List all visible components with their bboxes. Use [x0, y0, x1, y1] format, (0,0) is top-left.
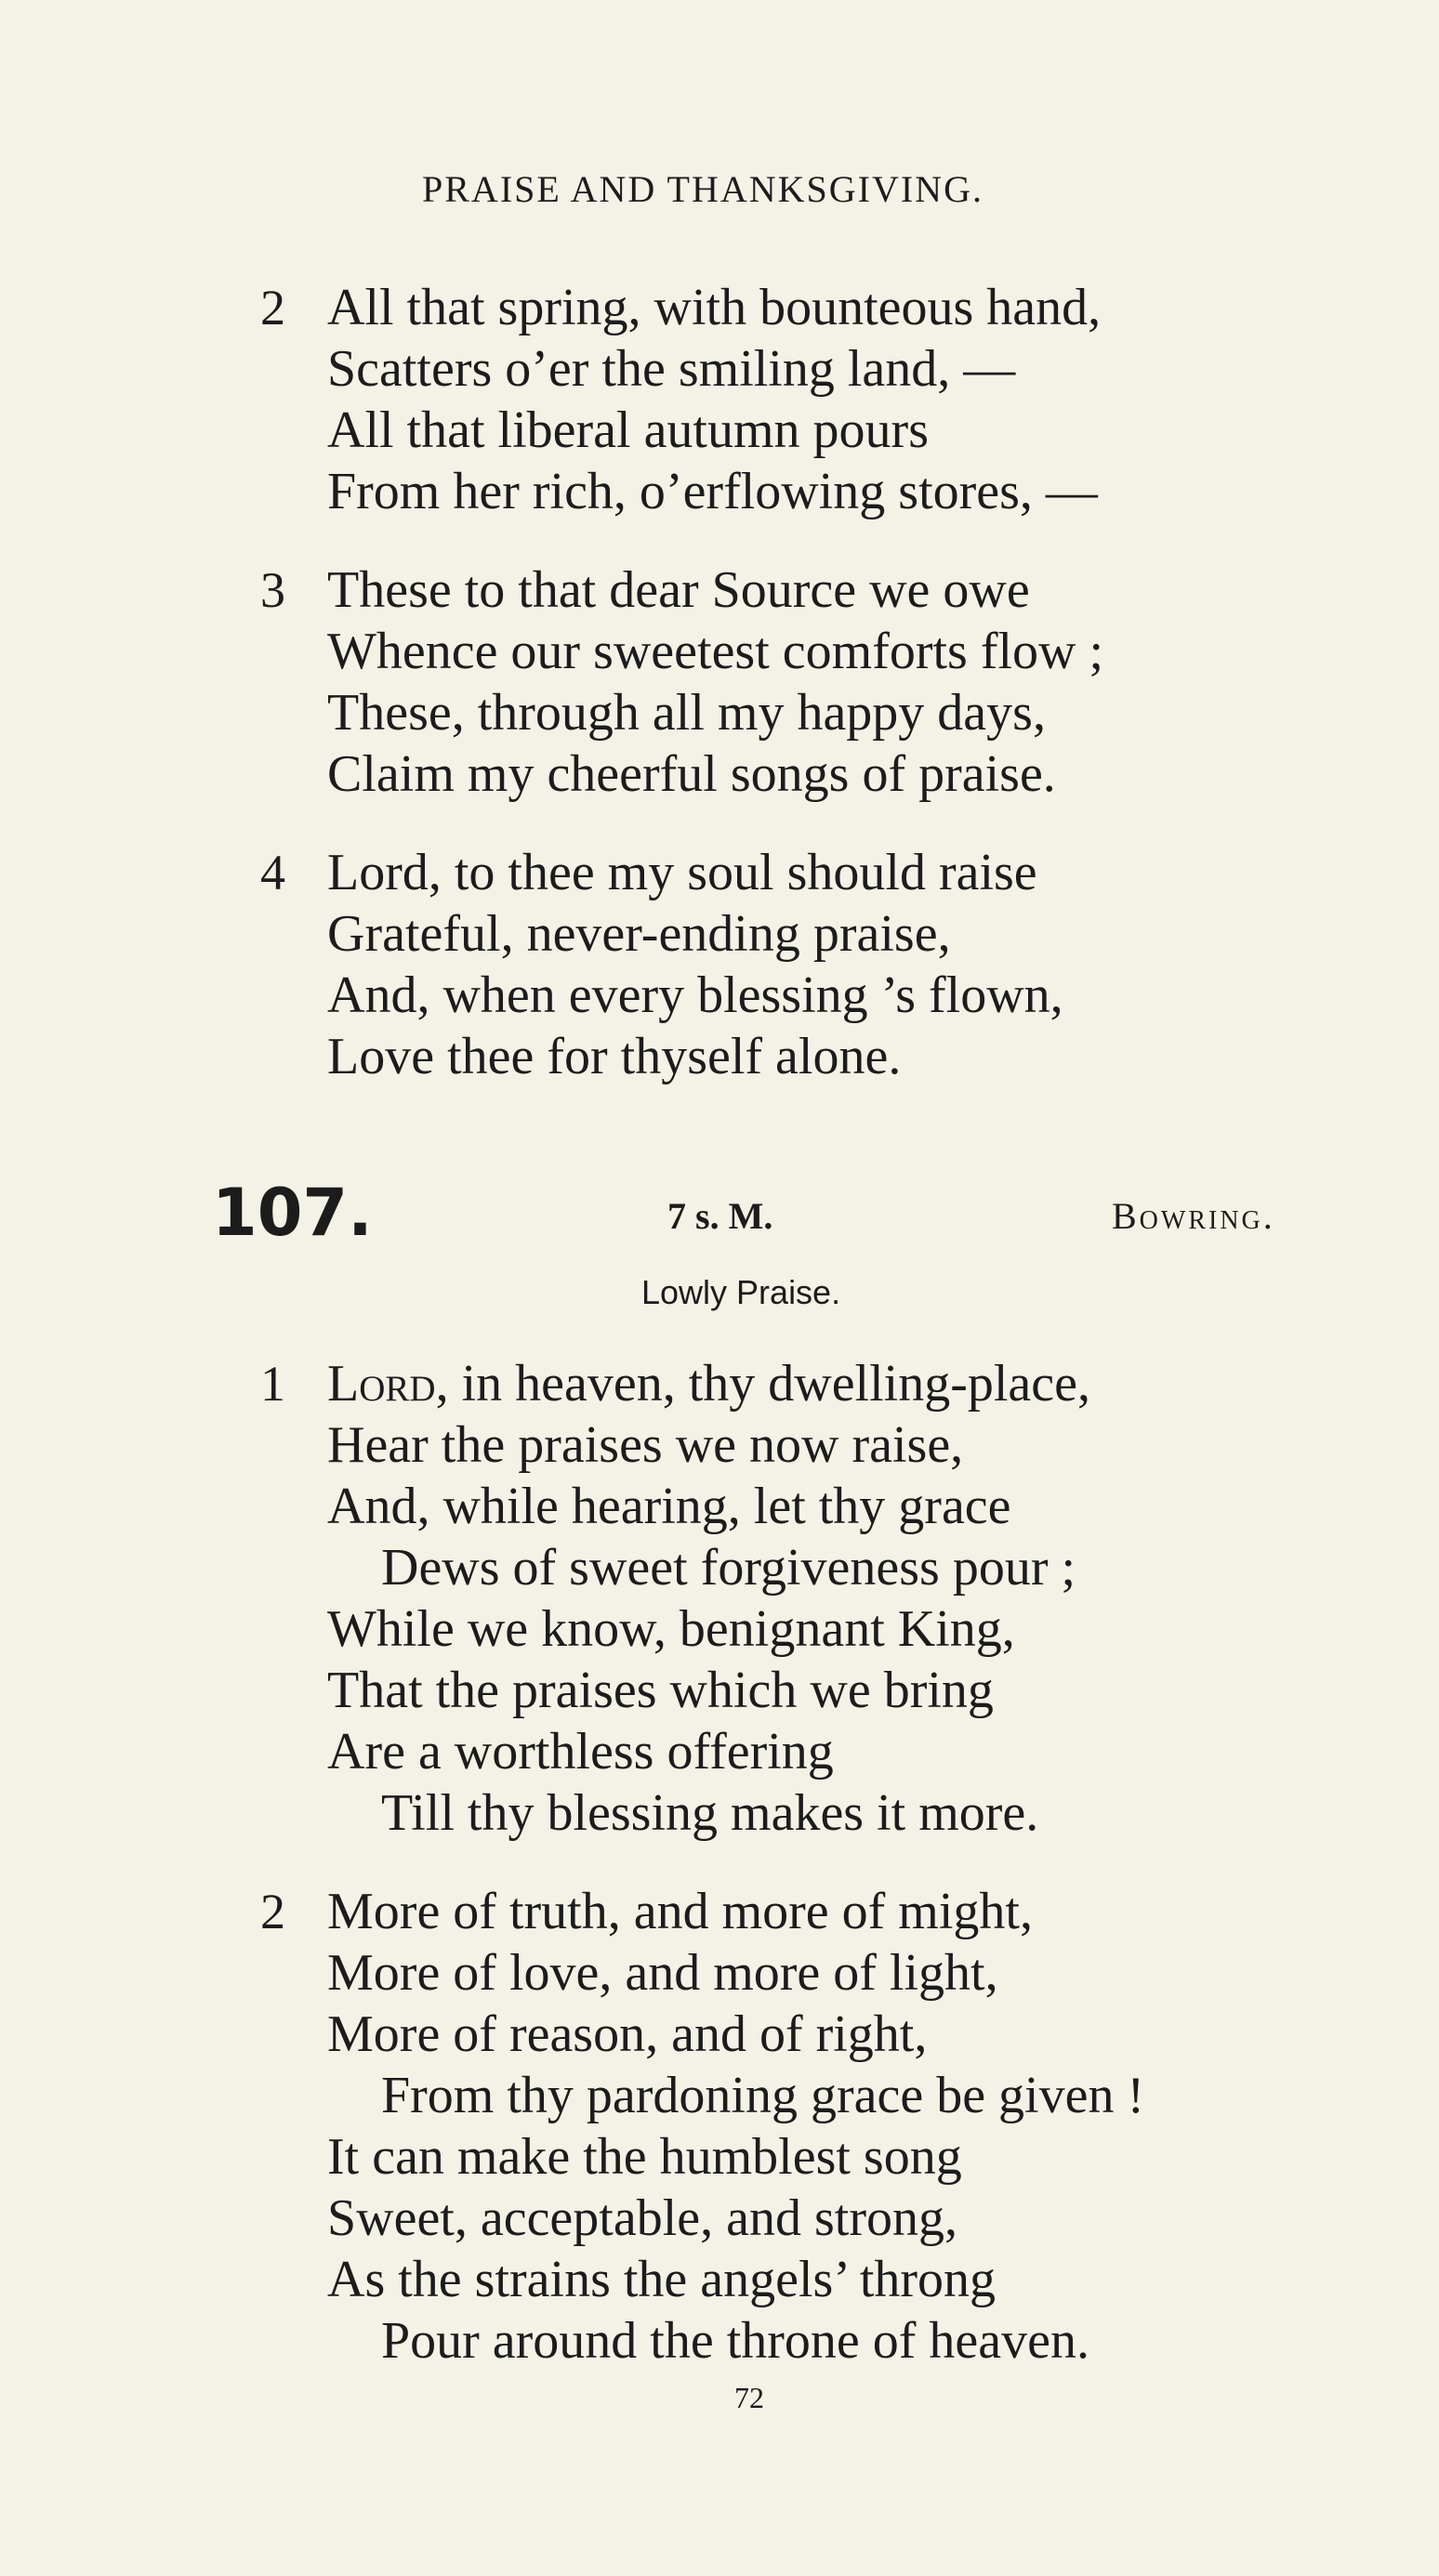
verse-line: It can make the humblest song: [327, 2128, 962, 2186]
verse-line: All that spring, with bounteous hand,: [327, 279, 1102, 336]
verse-line: Lord, to thee my soul should raise: [327, 844, 1037, 901]
first-word: Lord: [327, 1355, 436, 1413]
hymn-title: Lowly Praise.: [641, 1273, 841, 1311]
verse-line: From her rich, o’erflowing stores, —: [327, 463, 1098, 520]
verse-line: These, through all my happy days,: [327, 684, 1046, 742]
verse-line: Whence our sweetest comforts flow ;: [327, 623, 1104, 680]
verse-line: Claim my cheerful songs of praise.: [327, 745, 1056, 803]
first-line-rest: , in heaven, thy dwelling-place,: [435, 1355, 1090, 1413]
verse-line: More of truth, and more of might,: [327, 1883, 1033, 1940]
verse-line: Are a worthless offering: [327, 1723, 834, 1781]
stanza-number: 1: [260, 1356, 285, 1412]
verse-line: Love thee for thyself alone.: [327, 1028, 902, 1085]
hymn-author: Bowring.: [1112, 1195, 1275, 1237]
hymn-meter: 7 s. M.: [667, 1195, 773, 1237]
verse-line: More of reason, and of right,: [327, 2005, 928, 2063]
verse-line: And, when every blessing ’s flown,: [327, 966, 1063, 1024]
verse-line: Till thy blessing makes it more.: [381, 1784, 1039, 1842]
verse-line: [327, 1353, 1090, 1414]
verse-line: All that liberal autumn pours: [327, 401, 929, 459]
verse-line: More of love, and more of light,: [327, 1944, 998, 2002]
stanza-number: 4: [260, 845, 285, 900]
stanza-number: 2: [260, 280, 285, 335]
verse-line: Sweet, acceptable, and strong,: [327, 2189, 957, 2247]
verse-line: From thy pardoning grace be given !: [381, 2067, 1145, 2124]
running-head: PRAISE AND THANKSGIVING.: [422, 168, 984, 210]
hymn-header: [0, 1176, 1439, 1250]
verse-line: As the strains the angels’ throng: [327, 2251, 997, 2308]
hymn-number: 107.: [212, 1175, 373, 1251]
stanza-number: 2: [260, 1884, 285, 1939]
verse-line: That the praises which we bring: [327, 1662, 994, 1719]
verse-line: Hear the praises we now raise,: [327, 1416, 964, 1474]
verse-line: Dews of sweet forgiveness pour ;: [381, 1539, 1076, 1597]
verse-line: And, while hearing, let thy grace: [327, 1478, 1011, 1535]
stanza-number: 3: [260, 562, 285, 618]
verse-line: Scatters o’er the smiling land, —: [327, 340, 1016, 398]
verse-line: Grateful, never-ending praise,: [327, 905, 951, 963]
page-number: 72: [734, 2381, 764, 2414]
verse-line: While we know, benignant King,: [327, 1600, 1015, 1658]
verse-line: These to that dear Source we owe: [327, 561, 1030, 619]
verse-line: Pour around the throne of heaven.: [381, 2312, 1089, 2370]
